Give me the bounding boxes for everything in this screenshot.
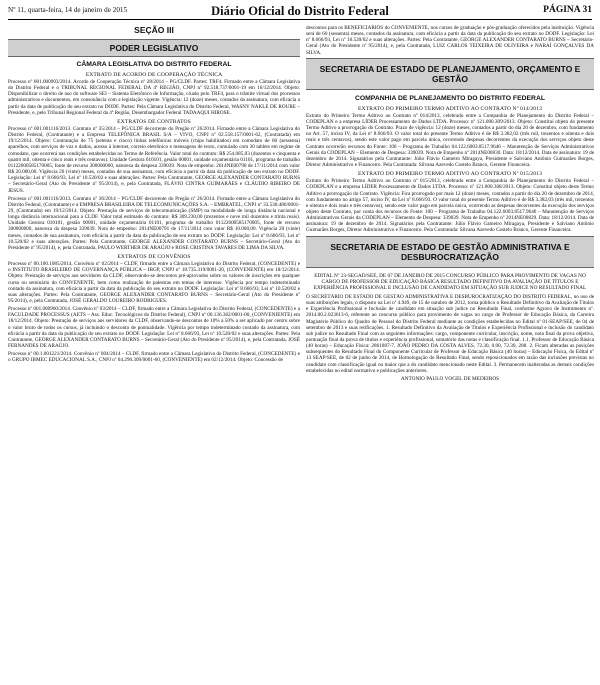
- aditivo-14-heading: EXTRATO DO PRIMEIRO TERMO ADITIVO AO CONTRATO Nº 014/2013: [358, 105, 542, 112]
- contrato-35-text: Processo nº 001.001116/2013. Contrato nº 35/2014 – PG/CLDF decorrente do Pregão nº 26/2014. Firmado entre a Câmara Legislativa do Distrito Federal, (Contratante) e a Empresa TELEFÔNICA BRASIL S/A – VIVO, CNPJ nº 02.558.157/0001-62, (Contratada) em 19/12/2014. Objeto: Contratação de 75 (setenta e cinco) linhas telefônicas móveis (chips habilitados) em comodato de 60 (sessenta) aparelhos, com serviços de voz e dados, acesso à internet, correio eletrônico e mensagens de texto, cumulado com 30 tablets em regime de comodato, que ocorrerá nas condições estabelecidas no Termo de Referência. Valor total do contrato: R$ 254.085,03 (duzentos e cinquenta e quatro mil, oitenta e cinco reais e três centavos). Unidade Gestora 010101, gestão 00001, unidade orçamentária 01101, programa de trabalho 01122600585170005, fonte de recurso 300000000, natureza da despesa 339039. Nota de empenho: 2014NE00790 de 17/11/2014 com valor R$ 20.000,00. Vigência 20 (vinte) meses, contados de sua assinatura, com eficácia a partir da data da publicação de seu extrato no DODF. Legislação: Lei nº 8.666/93, Lei nº 10.520/02 e suas alterações. Partes: Pela Contratante, GEORGE ALEXANDER CONTARATO BURNS – Secretário-Geral (Ato do Presidente nº 95/2014), e, pela Contratada, FLÁVIO CINTRA GUIMARÃES e CLÁUDIO RIBEIRO DE JESUS.: [8, 125, 300, 194]
- acordo-heading: EXTRATO DE ACORDO DE COOPERAÇÃO TÉCNICA: [85, 72, 223, 78]
- power-banner: PODER LEGISLATIVO: [8, 39, 300, 57]
- sepog-banner: SECRETARIA DE ESTADO DE PLANEJAMENTO, ORÇAMENTO E GESTÃO: [306, 58, 594, 90]
- contratos-heading: EXTRATOS DE CONTRATOS: [117, 118, 191, 125]
- convenio-02-text: Processo nº 00.100.1085/2014. Convênio nº 02/2014 – CLDF, firmado entre a Câmara Legislativa do Distrito Federal, (CONCEDENTE) e o INSTITUTO BRASILEIRO DE GOVERNANÇA PÚBLICA – IBGP, CNPJ nº 18.735.319/0001-20, (CONVENENTE) em 18/12/2014. Objeto: Prestação de serviços aos servidores da CLDF, observando-se descontos pré-aprovados sobre os valores de inscrições em qualquer curso ou seminário do CONVENENTE, bem como realização de palestras em temas de interesse. Vigência por tempo indeterminado contado da assinatura, com eficácia a partir da data da publicação do seu extrato no DODF. Legislação: Lei nº 8.666/93, Lei nº 10.520/02 e suas alterações. Partes: Pela Contratante, GEORGE ALEXANDER CONTARATO BURNS – Secretário-Geral (Ato do Presidente nº 95/2014), e, pela Contratada, JOSÉ GERALDO LOUREIRO RODRIGUES.: [8, 261, 300, 304]
- publication-title: Diário Oficial do Distrito Federal: [211, 4, 389, 18]
- aditivo-14-text: Extrato do Primeiro Termo Aditivo ao Contrato nº 014/2013, celebrado entre a Companhia de Planejamento do Distrito Federal – CODEPLAN e a empresa LÍDER Processamento de Dados LTDA. Processo: nº 121.000.309/2013. Objeto: Constitui objeto do presente Termo Aditivo a prorrogação do Contrato. Prazo de vigência: 12 (doze) meses, contados a partir do dia 20 de dezembro, com fundamento no Art. 57, inciso IV, da Lei nº 8.666/93. O valor total do presente Termo Aditivo é de R$ 3.382,03 (três mil, trezentos e oitenta e dois reais e três centavos), sendo este valor pago em parcela única, ocorrendo despesas decorrentes da execução dos serviços objeto deste Contrato ocorrerão recursos do Fonte: 100 – Programa de Trabalho 04.122.6003.8517.9646 – Manutenção de Serviços Administrativos Gerais da CODEPLAN – Elemento de Despesa: 339039. Nota de Empenho nº 2014NE00830. Data: 18/12/2014. Data de assinatura: 19 de dezembro de 2014. Signatários pela Contratante: Júlio Flávio Gameiro Miragaya, Presidente e Salviano Antônio Guimarães Borges, Diretor Administrativo e Financeiro. Pela Contratada: Silvana Azevedo Costelo Branco, Gerente Financeira.: [306, 112, 594, 169]
- convenios-heading: EXTRATOS DE CONVÊNIOS: [117, 254, 191, 261]
- edital-heading: EDITAL Nº 23-SEGAD/SEE, DE 07 DE JANEIRO DE 2015 CONCURSO PÚBLICO PARA PROVIMENTO DE VAGAS NO CARGO DE PROFESSOR DE EDUCAÇÃO BÁSICA RESULTADO DEFINITIVO DA AVALIAÇÃO DE TÍTULOS E EXPERIÊNCIA PROFISSIONAL E INCLUSÃO DE CANDIDATO EM SITUAÇÃO SUB JUDICE NO RESULTADO FINAL: [313, 272, 587, 291]
- right-column: [306, 25, 594, 679]
- aditivo-15-heading: EXTRATO DO PRIMEIRO TERMO ADITIVO AO CONTRATO Nº 015/2013: [358, 171, 542, 178]
- page-header: [8, 4, 592, 18]
- contrato-36-text: Processo nº 001.001116/2013. Contrato nº 36/2014 – PG/CLDF decorrente do Pregão nº 26/2014. Firmado entre a Câmara Legislativa do Distrito Federal, (Contratante) e a EMPRESA BRASILEIRA DE TELECOMUNICAÇÕES S.A. – EMBRATEL, CNPJ nº 33.530.486/0001-29, (Contratada) em 19/12/2014. Objeto: Prestação de serviços de telecomunicação (SMP) na modalidade de longa distância nacional e longa distância internacional para a CLDF. Valor total estimado do contrato: R$ 309.230,00 (trezentos e nove mil duzentos e trinta reais). Unidade Gestora 010101, gestão 00001, unidade orçamentária 01101, programa de trabalho 01122600585170005, fonte de recurso 300000000, natureza da despesa 339039. Nota de empenho: 2014NE00791 de 17/11/2014 com valor R$ 10.000,00. Vigência 20 (vinte) meses, contados de sua assinatura, com eficácia a partir da data da publicação de seu extrato no DODF. Legislação: Lei nº 8.666/93, Lei nº 10.520/02 e suas alterações. Partes: Pela Contratante, GEORGE ALEXANDER CONTARATO BURNS – Secretário-Geral (Ato do Presidente nº 95/2014), e, pela Contratada, PAULO WERTHER DE ARAÚJO e ROSE CRISTINA TAVARES DE LIMA DA SILVA.: [8, 195, 300, 251]
- edital-text: O SECRETÁRIO DE ESTADO DE GESTÃO ADMINISTRATIVA E DESBUROCRATIZAÇÃO DO DISTRITO FEDERAL, no uso de suas atribuições legais, o disposto na Lei nº 4.949, de 15 de outubro de 2012, torna público o Resultado Definitivo da Avaliação de Títulos e Experiência Profissional e Inclusão de candidato em situação sub judice no Resultado Final, conforme Agravo de Instrumento nº. 2014.00.2.023613-6, referente ao concurso público para provimento de vagas no cargo de Professor de Educação Básica, da Carreira Magistério Público do Quadro de Pessoal do Distrito Federal mediante as condições estabelecidas no Edital nº 01-SEAP/SEE, de 04 de setembro de 2013 e suas retificações. 1. Resultado Definitivo da Avaliação de Títulos e Experiência Profissional e inclusão do candidato sub judice no Resultado Final com as seguintes informações: cargo, componente curricular, inscrição, nome, nota final da prova objetiva, pontuação final da prova de títulos e experiência profissional, somatório das notas e classificação final. 1.1. Professor de Educação Básica (40 horas) – Educação Física: 2861087-7, JOÃO PEDRO DA COSTA ALVES, 72.30, 0.00, 72.30, 288. 2. Ficam alteradas as posições subsequentes do Resultado Final do Componente Curricular de Professor de Educação Básica (40 horas) – Educação Física, do Edital nº 13 SEAP/SEE, de 02 de junho de 2014, de Homologação do Resultado Final, sendo reposicionados em razão das inclusões previstas no candidato com classificação igual ou maior que a do candidato mencionado neste Edital. 3. Permanecem inalteradas as demais condições estabelecidas no edital normativo e publicações anteriores.: [306, 293, 594, 374]
- chamber-title: CÂMARA LEGISLATIVA DO DISTRITO FEDERAL: [76, 61, 232, 68]
- codeplan-title: COMPANHIA DE PLANEJAMENTO DO DISTRITO FEDERAL: [354, 94, 546, 102]
- page-number: PÁGINA 31: [543, 5, 592, 15]
- acordo-text: Processo nº 001.000903/2014. Acordo de Cooperação Técnica nº 28/2014 – PG/CLDF. Partes: TRF4. Firmado entre a Câmara Legislativa do Distrito Federal e o TRIBUNAL REGIONAL FEDERAL DA 4ª REGIÃO, CNPJ nº 92.518.737/0001-19 em 16/12/2014. Objeto: Disponibilizar o direito de uso do software SEI – Sistema Eletrônico de Informação, criado pelo TRF4, para o trâmite virtual dos processos administrativos e documentos, em consonância com a legislação vigente. Vigência: 12 (doze) meses, contados da assinatura, com eficácia a partir da data de publicação do seu extrato no DODF. Partes: Pela Câmara Legislativa do Distrito Federal, WASNY NAKLE DE ROURE – Presidente, e, pelo Tribunal Regional Federal da 4ª Região, Desembargador Federal TADAAQUI HIROSE.: [8, 79, 300, 116]
- section-title: SEÇÃO III: [134, 25, 174, 35]
- aditivo-15-text: Extrato do Primeiro Termo Aditivo ao Contrato nº 015/2013, celebrado entre a Companhia de Planejamento do Distrito Federal – CODEPLAN e a empresa LÍDER Processamento de Dados LTDA. Processo: nº 121.000.308/2013. Objeto: Constitui objeto deste Termo Aditivo a prorrogação do Contrato. Vigência: Fica prorrogado por mais 12 (doze) meses, contados a partir do dia 20 de dezembro de 2014, com fundamento no artigo 57, inciso IV, da Lei nº 8.666/93. O valor total do presente Termo Aditivo é de R$ 3.382,03 (três mil, trezentos e oitenta e dois reais e três centavos), sendo este valor pago em parcela única, ocorrendo as despesas decorrentes da execução dos serviços objeto deste Contrato, por conta dos recursos do Fonte: 100 – Programa de Trabalho 04.122.6003.8517.9646 – Manutenção de Serviços Administrativos Gerais da CODEPLAN – Elemento de Despesa: 339039. Nota de Empenho nº 2014NE00829. Data: 18/12/2014. Data de assinatura: 19 de dezembro de 2014. Signatários pela Contratante: Júlio Flávio Gameiro Miragaya, Presidente e Salviano Antônio Guimarães Borges, Diretor Administrativo e Financeiro. Pela Contratada: Silvana Azevedo Costelo Branco, Gerente Financeira.: [306, 178, 594, 234]
- convenio-04-text: Processo nº 00.1.001221/2014. Convênio nº 004/2014 – CLDF, firmado entre a Câmara Legislativa do Distrito Federal, (CONCEDENTE) e o GRUPO IBMEC EDUCACIONAL S.A., CNPJ nº 04.290.309/0001-60, (CONVENIENTE) em 02/12/2014. Objeto: Concessão de: [8, 351, 300, 364]
- issue-date: Nº 11, quarta-feira, 14 de janeiro de 2015: [8, 6, 128, 14]
- segad-banner: SECRETARIA DE ESTADO DE GESTÃO ADMINISTRATIVA E DESBUROCRATIZAÇÃO: [306, 236, 594, 268]
- left-column: [8, 25, 300, 679]
- convenio-continuation-text: descontos para os BENEFICIÁRIOS do CONVENIENTE, nos cursos de graduação e pós-graduação oferecidos pela instituição. Vigência será de 60 (sessenta) meses, contados da assinatura, com eficácia a partir da data da publicação do seu extrato no DODF. Legislação: Lei nº 8.666/93, Lei nº 10.520/02 e suas alterações. Partes: Pela Contratante, GEORGE ALEXANDER CONTARATO BURNS – Secretário-Geral (Ato do Presidente nº 95/2014), e, pela Contratada, LUIZ CARLOS TEIXEIRA DE OLIVEIRA e NARAÍ GONÇALVES DA SILVA.: [306, 25, 594, 56]
- header-rule: [8, 19, 592, 20]
- signature: ANTONIO PAULO VOGEL DE MEDEIROS: [400, 375, 500, 382]
- convenio-03-text: Processo nº 001.000960/2014. Convênio nº 03/2014 – CLDF, firmado entre a Câmara Legislativa do Distrito Federal, (CONCEDENTE) e a FACULDADE PROCESSUS (AETS – Ass. Educ. Tecnológicos do Distrito Federal), CNPJ nº 00.136.362/0001-00, (CONVENIENTE) em 18/12/2014. Objeto: Prestação de serviços aos servidores da CLDF, observando-se descontos de 10% a 50% a ser aplicado por centro sobre o valor bruto de todos os cursos, já incluindo o desconto de pontualidade. Vigência por tempo indeterminado contado da assinatura, com eficácia a partir da data da publicação do seu extrato no DODF. Legislação: Lei nº 8.666/93, Lei nº 10.520/02 e suas alterações. Partes: Pela Contratante, GEORGE ALEXANDER CONTARATO BURNS – Secretário-Geral (Ato do Presidente nº 95/2014), e, pela Contratada, JOSÉ FERNANDES DE ARAÚJO.: [8, 306, 300, 350]
